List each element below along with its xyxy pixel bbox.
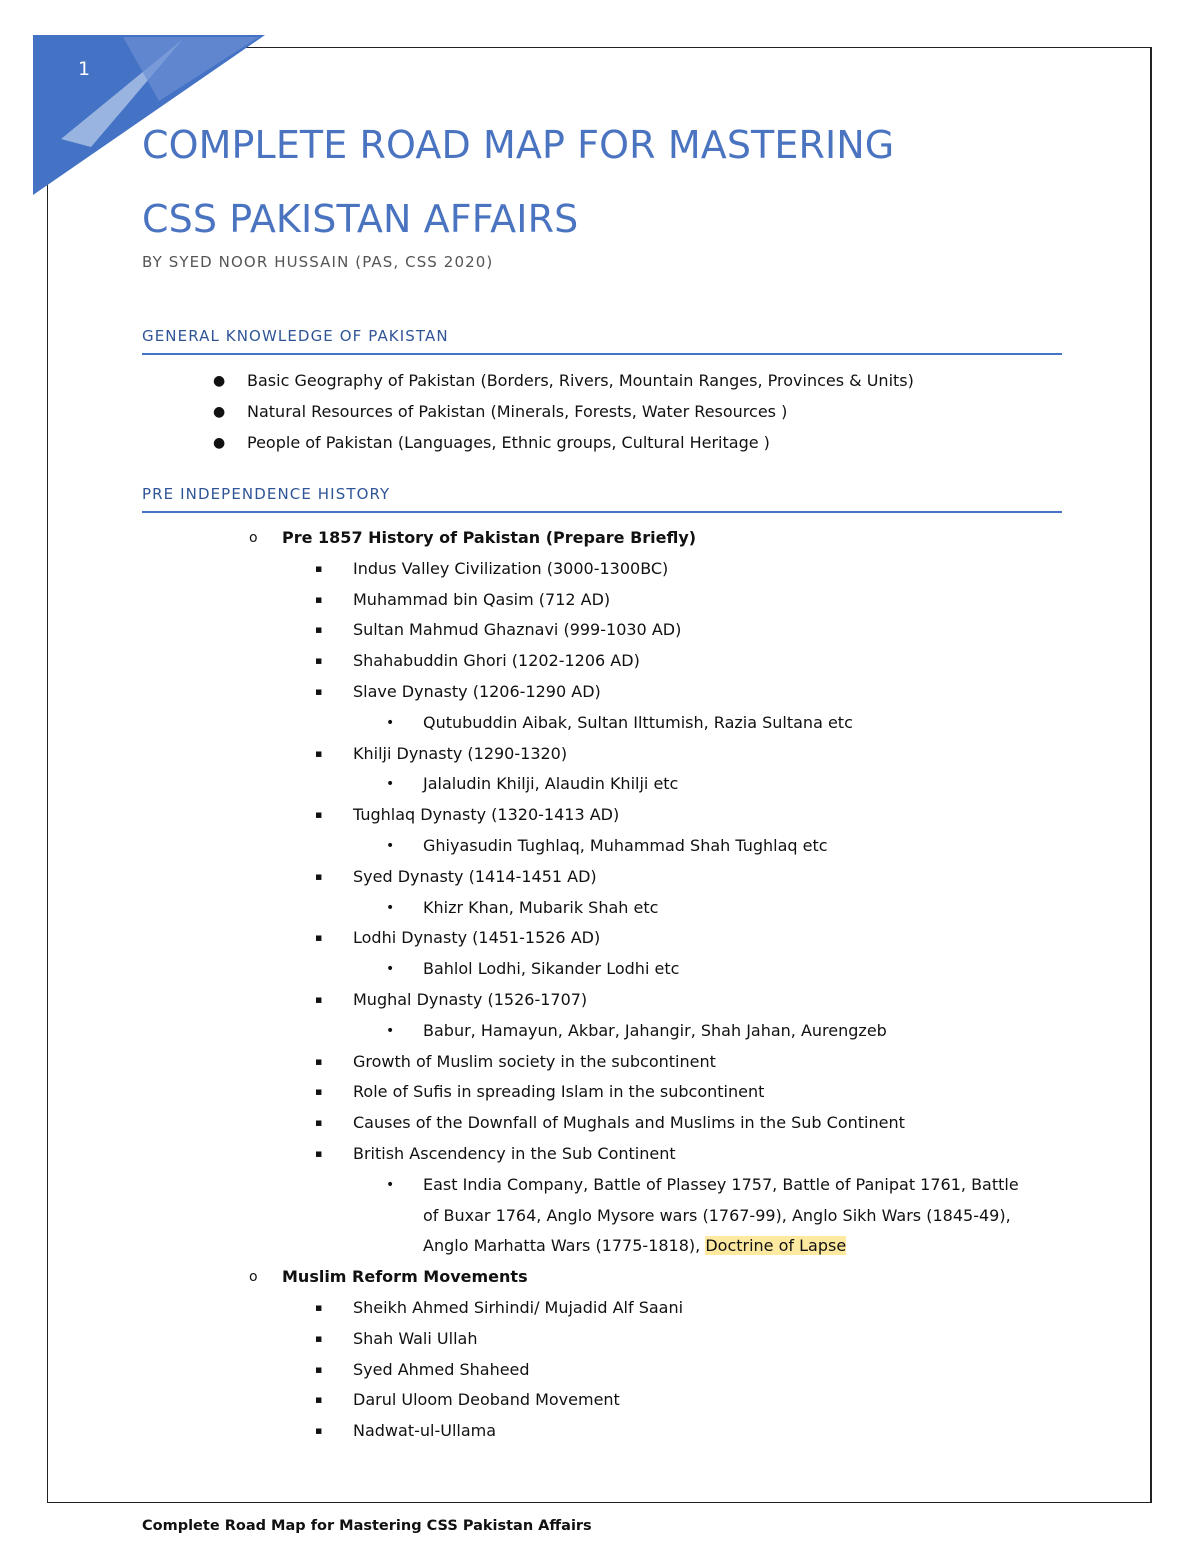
dot-bullet-icon: • xyxy=(386,776,395,793)
square-bullet-icon: ▪ xyxy=(315,992,323,1006)
list-item-text: Growth of Muslim society in the subcontinent xyxy=(353,1051,716,1071)
square-bullet-icon: ▪ xyxy=(315,623,323,637)
square-bullet-icon: ▪ xyxy=(315,1116,323,1130)
list-item-text: Lodhi Dynasty (1451-1526 AD) xyxy=(353,928,601,948)
list-item xyxy=(249,1416,1049,1447)
list-item-text: Basic Geography of Pakistan (Borders, Rivers, Mountain Ranges, Provinces & Units) xyxy=(247,371,914,390)
list-item-text: Indus Valley Civilization (3000-1300BC) xyxy=(353,558,669,578)
sub-item-text: Khizr Khan, Mubarik Shah etc xyxy=(423,897,659,917)
list-item-text: Darul Uloom Deoband Movement xyxy=(353,1390,620,1410)
list-item-text: Mughal Dynasty (1526-1707) xyxy=(353,989,588,1009)
general-knowledge-list xyxy=(213,366,914,458)
author-byline: BY SYED NOOR HUSSAIN (PAS, CSS 2020) xyxy=(142,253,494,271)
square-bullet-icon: ▪ xyxy=(315,1331,323,1345)
list-item-text: People of Pakistan (Languages, Ethnic groups, Cultural Heritage ) xyxy=(247,432,770,452)
dot-bullet-icon: • xyxy=(386,714,395,731)
square-bullet-icon: ▪ xyxy=(315,869,323,883)
sub-item-text: East India Company, Battle of Plassey 1757, Battle of Panipat 1761, Battle of Buxar 1764, Anglo Mysore wars (1767-99), Anglo Sikh Wars (1845-49), Anglo Marhatta Wars (1775-1818), xyxy=(423,1174,1019,1256)
sub-list-item-text xyxy=(423,1016,1033,1047)
square-bullet-icon: ▪ xyxy=(315,684,323,698)
list-item xyxy=(249,985,1049,1016)
document-title xyxy=(142,108,1122,256)
list-item xyxy=(249,1324,1049,1355)
group-title: Pre 1857 History of Pakistan (Prepare Briefly) xyxy=(282,528,697,547)
square-bullet-icon: ▪ xyxy=(315,808,323,822)
list-item xyxy=(249,862,1049,893)
square-bullet-icon: ▪ xyxy=(315,561,323,575)
square-bullet-icon: ▪ xyxy=(315,592,323,606)
circle-bullet-icon: o xyxy=(249,1269,258,1286)
sub-list-item xyxy=(249,1170,1049,1262)
section-heading-general-knowledge: GENERAL KNOWLEDGE OF PAKISTAN xyxy=(142,327,1062,355)
square-bullet-icon: ▪ xyxy=(315,1393,323,1407)
list-item xyxy=(249,615,1049,646)
title-line-2: CSS PAKISTAN AFFAIRS xyxy=(142,197,579,241)
sub-list-item xyxy=(249,1016,1049,1047)
list-item-text: Tughlaq Dynasty (1320-1413 AD) xyxy=(353,805,620,825)
list-item xyxy=(249,923,1049,954)
list-group-heading xyxy=(249,1262,1049,1293)
sub-item-text: Bahlol Lodhi, Sikander Lodhi etc xyxy=(423,959,680,979)
list-item-text: Role of Sufis in spreading Islam in the subcontinent xyxy=(353,1082,765,1102)
dot-bullet-icon: • xyxy=(386,961,395,978)
list-item-text: Muhammad bin Qasim (712 AD) xyxy=(353,589,611,609)
list-item-text: British Ascendency in the Sub Continent xyxy=(353,1143,676,1163)
sub-list-item xyxy=(249,893,1049,924)
list-item-text: Syed Ahmed Shaheed xyxy=(353,1359,530,1379)
list-item xyxy=(249,585,1049,616)
list-item-text: Natural Resources of Pakistan (Minerals, Forests, Water Resources ) xyxy=(247,401,788,421)
list-item xyxy=(249,1385,1049,1416)
sub-item-text: Jalaludin Khilji, Alaudin Khilji etc xyxy=(423,774,679,794)
list-item-text: Khilji Dynasty (1290-1320) xyxy=(353,743,568,763)
list-item xyxy=(249,1139,1049,1170)
sub-list-item xyxy=(249,831,1049,862)
square-bullet-icon: ▪ xyxy=(315,931,323,945)
square-bullet-icon: ▪ xyxy=(315,1424,323,1438)
list-item xyxy=(249,1355,1049,1386)
list-item xyxy=(249,677,1049,708)
square-bullet-icon: ▪ xyxy=(315,746,323,760)
pre-independence-list xyxy=(249,523,1049,1447)
list-item xyxy=(249,646,1049,677)
dot-bullet-icon: • xyxy=(386,1176,395,1193)
square-bullet-icon: ▪ xyxy=(315,1085,323,1099)
sub-item-text: Qutubuddin Aibak, Sultan Ilttumish, Razia Sultana etc xyxy=(423,712,853,732)
square-bullet-icon: ▪ xyxy=(315,1054,323,1068)
square-bullet-icon: ▪ xyxy=(315,1300,323,1314)
sub-list-item-text xyxy=(423,954,1033,985)
sub-list-item-text xyxy=(423,893,1033,924)
list-item xyxy=(213,397,914,428)
list-item-text: Causes of the Downfall of Mughals and Muslims in the Sub Continent xyxy=(353,1113,905,1133)
list-item-text: Nadwat-ul-Ullama xyxy=(353,1421,497,1441)
sub-list-item-text xyxy=(423,831,1033,862)
list-item-text: Syed Dynasty (1414-1451 AD) xyxy=(353,866,597,886)
list-item-text: Shahabuddin Ghori (1202-1206 AD) xyxy=(353,651,640,671)
list-item xyxy=(249,554,1049,585)
dot-bullet-icon: • xyxy=(386,899,395,916)
highlighted-text: Doctrine of Lapse xyxy=(705,1236,847,1256)
bullet-icon: ● xyxy=(213,373,226,389)
list-item-text: Sultan Mahmud Ghaznavi (999-1030 AD) xyxy=(353,620,682,640)
square-bullet-icon: ▪ xyxy=(315,1146,323,1160)
page-number: 1 xyxy=(78,58,91,80)
list-group-heading xyxy=(249,523,1049,554)
page-footer: Complete Road Map for Mastering CSS Pakistan Affairs xyxy=(142,1518,592,1534)
sub-list-item-text xyxy=(423,708,1033,739)
circle-bullet-icon: o xyxy=(249,530,258,546)
bullet-icon: ● xyxy=(213,434,226,451)
sub-list-item xyxy=(249,954,1049,985)
list-item xyxy=(249,1108,1049,1139)
list-item-text: Shah Wali Ullah xyxy=(353,1328,478,1348)
dot-bullet-icon: • xyxy=(386,837,395,854)
title-line-1: COMPLETE ROAD MAP FOR MASTERING xyxy=(142,123,895,167)
sub-list-item xyxy=(249,769,1049,800)
list-item xyxy=(249,1293,1049,1324)
section-heading-pre-independence: PRE INDEPENDENCE HISTORY xyxy=(142,485,1062,513)
sub-list-item-text xyxy=(423,1170,1033,1262)
list-item xyxy=(249,1077,1049,1108)
group-title: Muslim Reform Movements xyxy=(282,1267,528,1287)
bullet-icon: ● xyxy=(213,403,226,420)
sub-item-text: Babur, Hamayun, Akbar, Jahangir, Shah Jahan, Aurengzeb xyxy=(423,1020,887,1040)
list-item xyxy=(213,366,914,397)
square-bullet-icon: ▪ xyxy=(315,654,323,668)
list-item-text: Slave Dynasty (1206-1290 AD) xyxy=(353,681,601,701)
list-item-text: Sheikh Ahmed Sirhindi/ Mujadid Alf Saani xyxy=(353,1297,684,1317)
sub-list-item xyxy=(249,708,1049,739)
sub-item-text: Ghiyasudin Tughlaq, Muhammad Shah Tughlaq etc xyxy=(423,835,828,855)
sub-list-item-text xyxy=(423,769,1033,800)
dot-bullet-icon: • xyxy=(386,1022,395,1039)
list-item xyxy=(249,1047,1049,1078)
square-bullet-icon: ▪ xyxy=(315,1362,323,1376)
list-item xyxy=(249,739,1049,770)
list-item xyxy=(249,800,1049,831)
list-item xyxy=(213,428,914,459)
